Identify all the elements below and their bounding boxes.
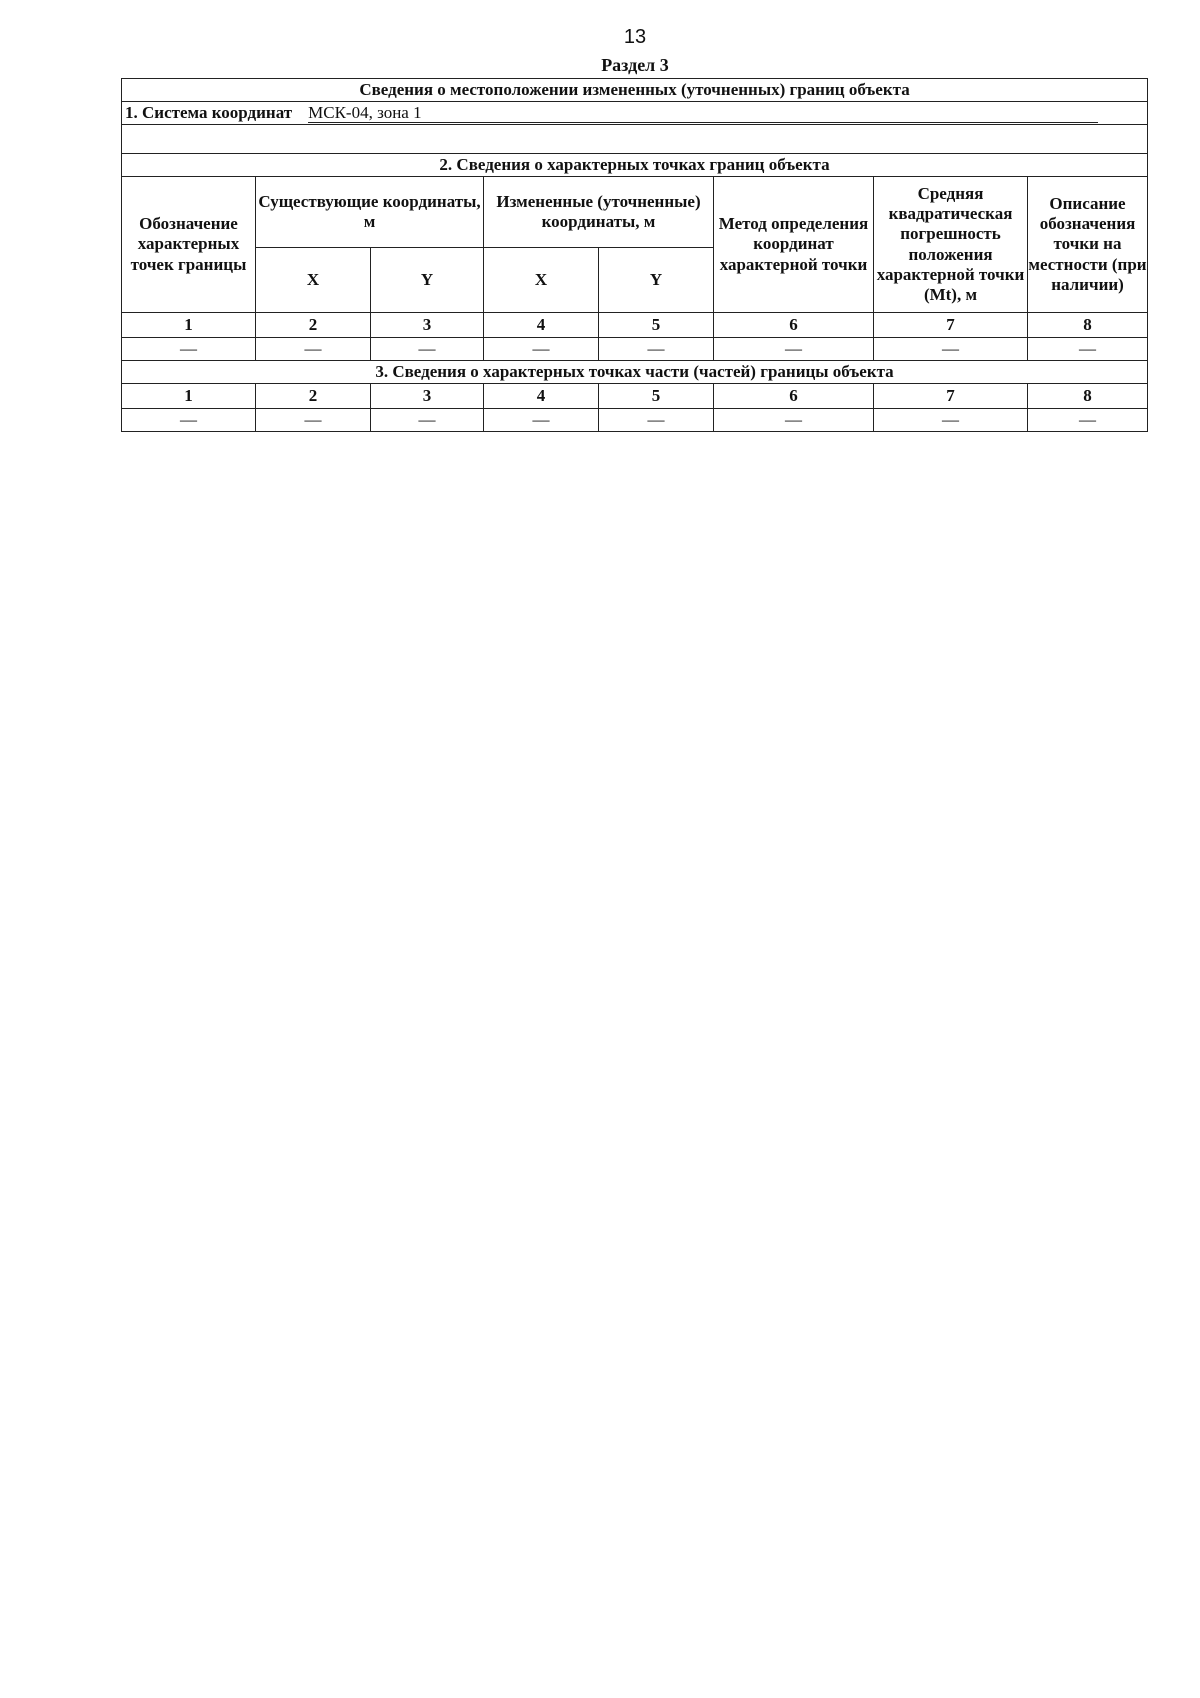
- header-row-top: [122, 177, 1148, 248]
- part-column-numbers-row: [122, 384, 1148, 409]
- column-number: 2: [256, 384, 371, 409]
- table-cell: —: [874, 409, 1028, 432]
- coord-system-label: 1. Система координат: [125, 102, 293, 122]
- table-cell: —: [1028, 338, 1148, 361]
- coord-system-cell: [122, 102, 1148, 125]
- column-number: 1: [122, 313, 256, 338]
- table-row: [122, 338, 1148, 361]
- table-cell: —: [122, 409, 256, 432]
- section-title: Раздел 3: [601, 55, 669, 75]
- table-cell: —: [714, 338, 874, 361]
- header-point-designation: Обозначение характерных точек границы: [122, 177, 256, 313]
- table-cell: —: [874, 338, 1028, 361]
- column-number: 3: [371, 384, 484, 409]
- table-row: [122, 409, 1148, 432]
- header-existing-coords: Существующие координаты, м: [256, 177, 484, 248]
- column-number: 5: [599, 313, 714, 338]
- table-cell: —: [1028, 409, 1148, 432]
- part-points-title: 3. Сведения о характерных точках части (частей) границы объекта: [122, 361, 1148, 384]
- table-title: Сведения о местоположении измененных (уточненных) границ объекта: [122, 79, 1148, 102]
- boundary-info-table: [121, 78, 1148, 432]
- header-existing-x: X: [256, 248, 371, 313]
- column-number: 8: [1028, 384, 1148, 409]
- column-number: 6: [714, 313, 874, 338]
- table-cell: —: [371, 409, 484, 432]
- table-cell: —: [599, 409, 714, 432]
- table-cell: —: [484, 338, 599, 361]
- part-points-title-row: [122, 361, 1148, 384]
- column-number: 7: [874, 384, 1028, 409]
- column-number: 4: [484, 313, 599, 338]
- column-number: 1: [122, 384, 256, 409]
- column-numbers-row: [122, 313, 1148, 338]
- column-number: 6: [714, 384, 874, 409]
- table-cell: —: [122, 338, 256, 361]
- table-cell: —: [371, 338, 484, 361]
- column-number: 5: [599, 384, 714, 409]
- column-number: 4: [484, 384, 599, 409]
- table-cell: —: [256, 338, 371, 361]
- table-cell: —: [256, 409, 371, 432]
- column-number: 8: [1028, 313, 1148, 338]
- column-number: 2: [256, 313, 371, 338]
- boundary-points-title: 2. Сведения о характерных точках границ объекта: [122, 154, 1148, 177]
- header-changed-x: X: [484, 248, 599, 313]
- coord-system-row: [122, 102, 1148, 125]
- header-description: Описание обозначения точки на местности (при наличии): [1028, 177, 1148, 313]
- coord-system-value: МСК-04, зона 1: [308, 104, 1098, 124]
- header-changed-coords: Измененные (уточненные) координаты, м: [484, 177, 714, 248]
- spacer-row: [122, 125, 1148, 154]
- table-cell: —: [484, 409, 599, 432]
- spacer-cell: [122, 125, 1148, 154]
- header-existing-y: Y: [371, 248, 484, 313]
- table-cell: —: [714, 409, 874, 432]
- header-method: Метод определения координат характерной точки: [714, 177, 874, 313]
- boundary-points-title-row: [122, 154, 1148, 177]
- page-number: 13: [623, 26, 647, 48]
- header-changed-y: Y: [599, 248, 714, 313]
- table-cell: —: [599, 338, 714, 361]
- column-number: 7: [874, 313, 1028, 338]
- column-number: 3: [371, 313, 484, 338]
- header-rms-error: Средняя квадратическая погрешность положения характерной точки (Mt), м: [874, 177, 1028, 313]
- table-title-row: [122, 79, 1148, 102]
